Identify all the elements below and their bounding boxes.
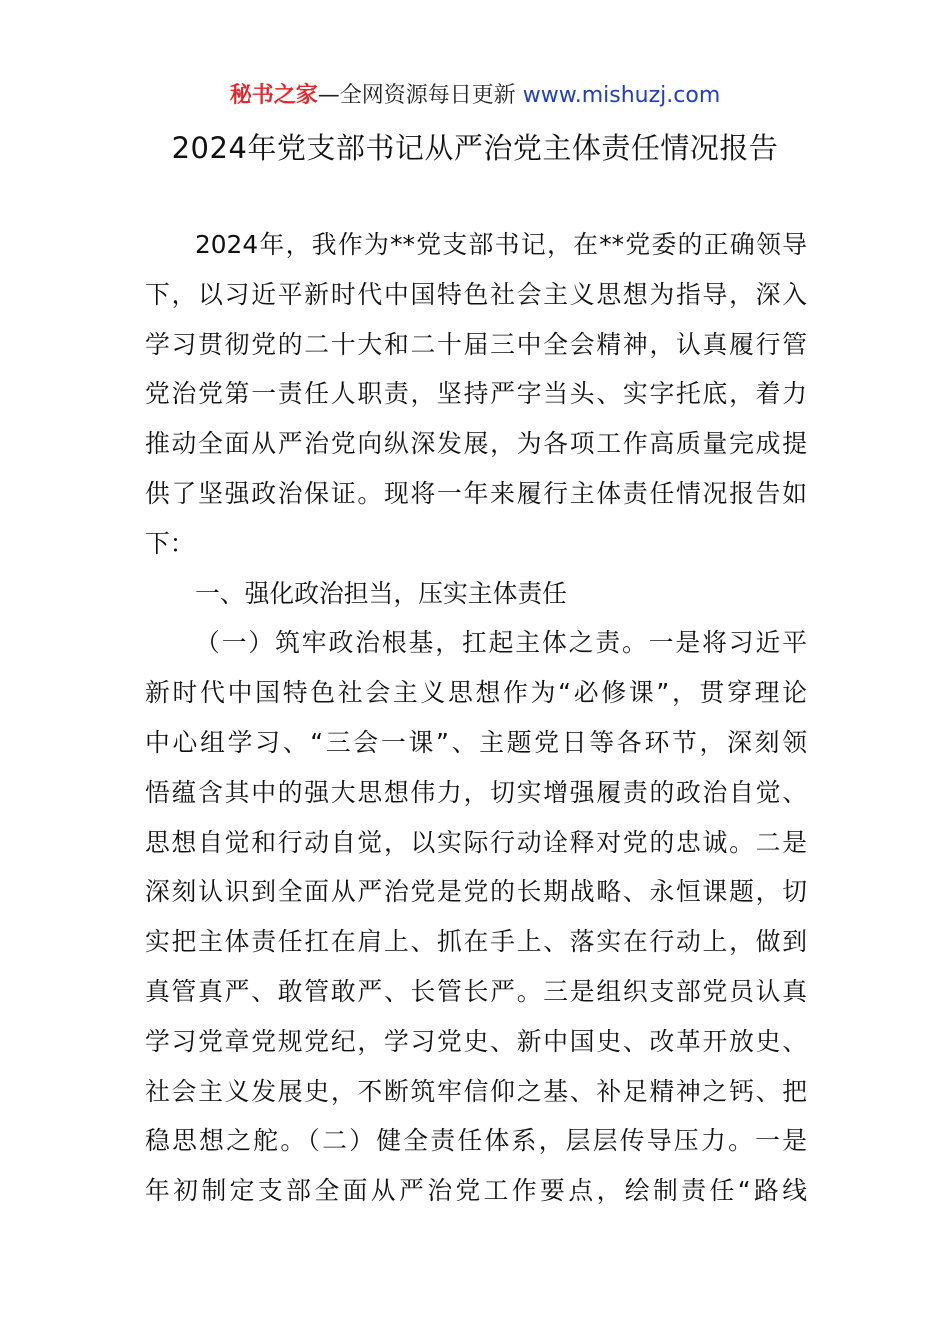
body-line: 党治党第一责任人职责，坚持严字当头、实字托底，着力 (145, 379, 807, 409)
body-line: 新时代中国特色社会主义思想作为“必修课”，贯穿理论 (145, 678, 807, 708)
document-body (145, 220, 807, 1216)
body-line: 社会主义发展史，不断筑牢信仰之基、补足精神之钙、把 (145, 1076, 807, 1106)
body-line: 中心组学习、“三会一课”、主题党日等各环节，深刻领 (145, 727, 807, 757)
document-title: 2024年党支部书记从严治党主体责任情况报告 (171, 131, 779, 165)
section-heading: 一、强化政治担当，压实主体责任 (195, 578, 567, 608)
site-tagline: —全网资源每日更新 (317, 83, 523, 108)
body-line: 稳思想之舵。（二）健全责任体系，层层传导压力。一是 (145, 1126, 807, 1156)
body-line: 学习党章党规党纪，学习党史、新中国史、改革开放史、 (145, 1026, 807, 1056)
body-line: 2024年，我作为**党支部书记，在**党委的正确领导 (195, 230, 807, 259)
body-line: 真管真严、敢管敢严、长管长严。三是组织支部党员认真 (145, 976, 807, 1006)
site-url-link[interactable]: www.mishuzj.com (522, 83, 721, 108)
site-brand: 秘书之家 (229, 83, 318, 108)
body-line: 学习贯彻党的二十大和二十届三中全会精神，认真履行管 (145, 329, 807, 359)
body-line: （一）筑牢政治根基，扛起主体之责。一是将习近平 (195, 628, 807, 658)
body-line: 年初制定支部全面从严治党工作要点，绘制责任“路线 (145, 1176, 807, 1206)
body-line: 下，以习近平新时代中国特色社会主义思想为指导，深入 (145, 279, 807, 309)
body-line: 思想自觉和行动自觉，以实际行动诠释对党的忠诚。二是 (145, 827, 807, 857)
site-banner (0, 80, 950, 112)
body-line: 实把主体责任扛在肩上、抓在手上、落实在行动上，做到 (145, 927, 807, 957)
body-line: 下： (145, 528, 195, 558)
body-line: 推动全面从严治党向纵深发展，为各项工作高质量完成提 (145, 429, 807, 459)
body-line: 深刻认识到全面从严治党是党的长期战略、永恒课题，切 (145, 877, 807, 907)
body-line: 供了坚强政治保证。现将一年来履行主体责任情况报告如 (145, 478, 807, 508)
body-line: 悟蕴含其中的强大思想伟力，切实增强履责的政治自觉、 (145, 777, 807, 807)
